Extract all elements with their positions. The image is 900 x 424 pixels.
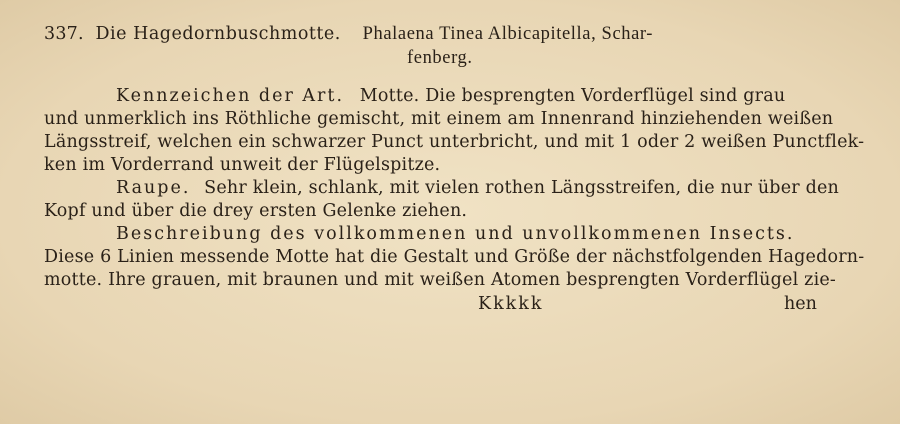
raupe-line-1 <box>44 178 864 198</box>
heading-line-2 <box>407 48 473 69</box>
raupe-line-2: Kopf und über die drey ersten Gelenke ziehen. <box>44 201 468 221</box>
kennzeichen-line-4: ken im Vorderrand unweit der Flügelspitze. <box>44 155 441 175</box>
latin-name-continued: fenberg. <box>407 48 473 68</box>
entry-number: 337. <box>44 24 84 44</box>
kennzeichen-line-1 <box>44 86 864 106</box>
entry-title: Die Hagedornbuschmotte. <box>95 24 341 44</box>
raupe-label: Raupe. <box>116 178 191 198</box>
kennzeichen-label: Kennzeichen der Art. <box>116 86 345 106</box>
beschreibung-heading: Beschreibung des vollkommenen und unvollkommenen Insects. <box>116 224 795 244</box>
raupe-text: Sehr klein, schlank, mit vielen rothen Längsstreifen, die nur über den <box>204 178 840 198</box>
beschreibung-line-1: Diese 6 Linien messende Motte hat die Gestalt und Größe der nächstfolgenden Hagedorn- <box>44 247 865 267</box>
kennzeichen-text: Motte. Die besprengten Vorderflügel sind grau <box>359 86 786 106</box>
sheet-signature: Kkkkk <box>478 294 544 314</box>
heading-line-1 <box>44 24 864 45</box>
kennzeichen-line-3: Längsstreif, welchen ein schwarzer Punct unterbricht, und mit 1 oder 2 weißen Punctflek- <box>44 132 865 152</box>
latin-name: Phalaena Tinea Albicapitella, Schar- <box>362 24 654 44</box>
beschreibung-line-2: motte. Ihre grauen, mit braunen und mit weißen Atomen besprengten Vorderflügel zie- <box>44 270 837 290</box>
catchword: hen <box>784 294 817 314</box>
kennzeichen-line-2: und unmerklich ins Röthliche gemischt, mit einem am Innenrand hinziehenden weißen <box>44 109 834 129</box>
